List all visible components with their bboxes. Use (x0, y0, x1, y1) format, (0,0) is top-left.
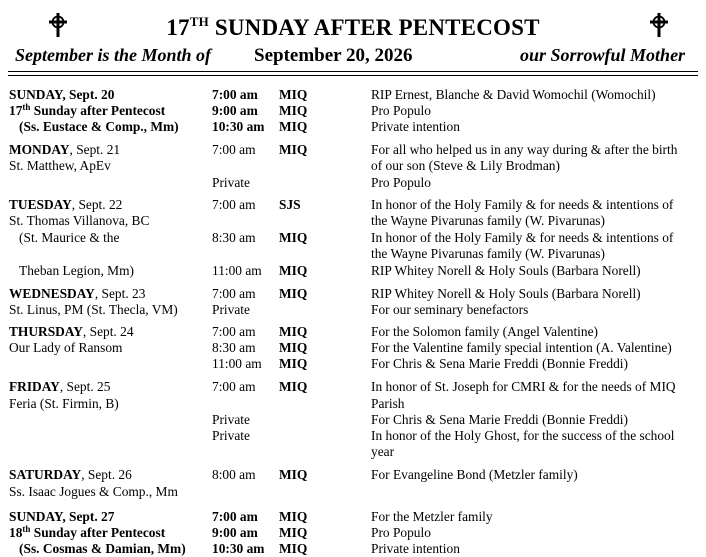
day-label: St. Matthew, ApEv (9, 158, 111, 173)
mass-time: 7:00 am (212, 197, 256, 212)
feast-name: Sunday after Pentecost (30, 103, 166, 118)
mass-intention: RIP Ernest, Blanche & David Womochil (Womochil) (371, 87, 656, 102)
mass-intention: RIP Whitey Norell & Holy Souls (Barbara Norell) (371, 286, 641, 301)
mass-time: 10:30 am (212, 541, 265, 556)
ordinal-number: 18 (9, 525, 23, 540)
mass-time: 7:00 am (212, 87, 258, 102)
mass-intention: Private intention (371, 119, 460, 134)
weekday-date: , Sept. 22 (71, 197, 123, 212)
mass-intention: In honor of the Holy Family & for needs & intentions of (371, 230, 674, 245)
day-label (9, 142, 120, 158)
weekday-date: , Sept. 24 (82, 324, 134, 339)
mass-time: Private (212, 302, 250, 317)
location-code: MIQ (279, 356, 308, 371)
mass-intention: For the Valentine family special intention (A. Valentine) (371, 340, 672, 355)
mass-intention: Parish (371, 396, 405, 411)
location-code: MIQ (279, 525, 308, 540)
location-code: SJS (279, 197, 301, 212)
weekday-date: , Sept. 25 (59, 379, 111, 394)
mass-time: 9:00 am (212, 103, 258, 118)
day-label: Theban Legion, Mm) (9, 263, 134, 278)
mass-intention: In honor of St. Joseph for CMRI & for the needs of MIQ (371, 379, 676, 394)
mass-intention: For Evangeline Bond (Metzler family) (371, 467, 578, 482)
ordinal-suffix: th (22, 102, 31, 112)
location-code: MIQ (279, 103, 308, 118)
day-label (9, 467, 132, 483)
mass-intention: Pro Populo (371, 103, 431, 118)
mass-intention: In honor of the Holy Family & for needs & intentions of (371, 197, 674, 212)
day-label (9, 525, 165, 541)
location-code: MIQ (279, 286, 308, 301)
mass-time: Private (212, 428, 250, 443)
mass-time: Private (212, 175, 250, 190)
day-label (9, 324, 134, 340)
mass-time: 11:00 am (212, 263, 262, 278)
mass-intention: For Chris & Sena Marie Freddi (Bonnie Freddi) (371, 356, 628, 371)
mass-intention: year (371, 444, 395, 459)
mass-time: 10:30 am (212, 119, 265, 134)
mass-time: 7:00 am (212, 379, 256, 394)
location-code: MIQ (279, 324, 308, 339)
day-label: Ss. Isaac Jogues & Comp., Mm (9, 484, 178, 499)
feast-name: Sunday after Pentecost (30, 525, 166, 540)
page-title: 17TH SUNDAY AFTER PENTECOST (166, 14, 540, 40)
mass-intention: the Wayne Pivarunas family (W. Pivarunas) (371, 246, 605, 261)
mass-intention: Private intention (371, 541, 460, 556)
day-label: (St. Maurice & the (9, 230, 120, 245)
weekday-date: , Sept. 26 (81, 467, 132, 482)
mass-intention: of our son (Steve & Lily Brodman) (371, 158, 560, 173)
mass-intention: For all who helped us in any way during & after the birth (371, 142, 678, 157)
location-code: MIQ (279, 263, 308, 278)
mass-intention: the Wayne Pivarunas family (W. Pivarunas) (371, 213, 605, 228)
location-code: MIQ (279, 142, 308, 157)
day-label (9, 103, 165, 119)
day-label: Our Lady of Ransom (9, 340, 123, 355)
ordinal-suffix: th (22, 524, 31, 534)
location-code: MIQ (279, 119, 308, 134)
weekday-name: TUESDAY (9, 197, 72, 212)
day-label: Feria (St. Firmin, B) (9, 396, 119, 411)
mass-time: 7:00 am (212, 142, 256, 157)
day-label: SUNDAY, Sept. 27 (9, 509, 115, 524)
mass-time: 11:00 am (212, 356, 262, 371)
mass-time: Private (212, 412, 250, 427)
day-label: (Ss. Eustace & Comp., Mm) (9, 119, 179, 134)
location-code: MIQ (279, 509, 308, 524)
mass-time: 9:00 am (212, 525, 258, 540)
weekday-name: THURSDAY (9, 324, 83, 339)
mass-time: 8:00 am (212, 467, 256, 482)
day-label (9, 197, 122, 213)
location-code: MIQ (279, 379, 308, 394)
day-label: (Ss. Cosmas & Damian, Mm) (9, 541, 186, 556)
day-label (9, 379, 110, 395)
weekday-name: FRIDAY (9, 379, 60, 394)
mass-time: 8:30 am (212, 340, 256, 355)
location-code: MIQ (279, 230, 308, 245)
location-code: MIQ (279, 87, 308, 102)
location-code: MIQ (279, 541, 308, 556)
mass-intention: For the Metzler family (371, 509, 493, 524)
day-label: St. Linus, PM (St. Thecla, VM) (9, 302, 178, 317)
day-label (9, 286, 145, 302)
weekday-name: WEDNESDAY (9, 286, 95, 301)
mass-time: 7:00 am (212, 324, 256, 339)
mass-intention: Pro Populo (371, 175, 431, 190)
day-label: St. Thomas Villanova, BC (9, 213, 150, 228)
mass-intention: RIP Whitey Norell & Holy Souls (Barbara Norell) (371, 263, 641, 278)
location-code: MIQ (279, 467, 308, 482)
weekday-date: , Sept. 21 (69, 142, 121, 157)
bulletin-date: September 20, 2026 (254, 45, 413, 66)
day-label: SUNDAY, Sept. 20 (9, 87, 115, 102)
mass-time: 8:30 am (212, 230, 256, 245)
weekday-name: SATURDAY (9, 467, 82, 482)
mass-time: 7:00 am (212, 286, 256, 301)
month-dedication-left: September is the Month of (15, 45, 212, 65)
weekday-name: MONDAY (9, 142, 70, 157)
mass-intention: For our seminary benefactors (371, 302, 529, 317)
mass-intention: For Chris & Sena Marie Freddi (Bonnie Freddi) (371, 412, 628, 427)
weekday-date: , Sept. 23 (94, 286, 146, 301)
mass-time: 7:00 am (212, 509, 258, 524)
month-dedication-right: our Sorrowful Mother (520, 45, 686, 65)
ordinal-number: 17 (9, 103, 23, 118)
mass-intention: In honor of the Holy Ghost, for the success of the school (371, 428, 675, 443)
mass-intention: Pro Populo (371, 525, 431, 540)
mass-intention: For the Solomon family (Angel Valentine) (371, 324, 598, 339)
location-code: MIQ (279, 340, 308, 355)
